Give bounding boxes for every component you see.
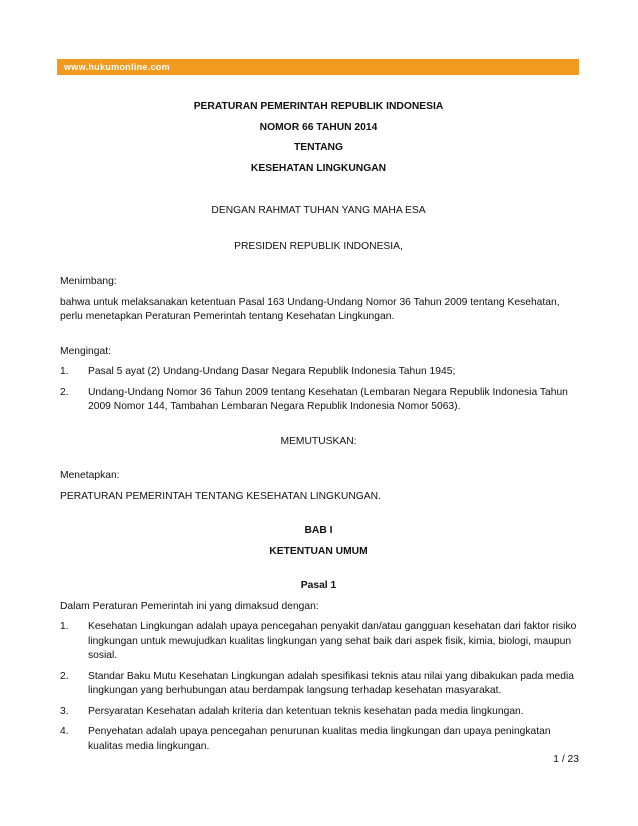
list-item-text: Standar Baku Mutu Kesehatan Lingkungan adalah spesifikasi teknis atau nilai yang dibakukan pada media lingkungan yang berhubungan atau berdampak langsung terhadap kesehatan masyarakat. — [88, 670, 575, 696]
list-item-text: Undang-Undang Nomor 36 Tahun 2009 tentang Kesehatan (Lembaran Negara Republik Indonesia Tahun 2009 Nomor 144, Tambahan Lembaran Negara Republik Indonesia Nomor 5063). — [88, 386, 568, 412]
title-line-2: NOMOR 66 TAHUN 2014 — [259, 121, 378, 133]
site-header-bar — [57, 59, 579, 75]
list-item-text: Pasal 5 ayat (2) Undang-Undang Dasar Negara Republik Indonesia Tahun 1945; — [88, 366, 456, 377]
mengingat-label: Mengingat: — [60, 345, 111, 357]
list-item-number: 1. — [60, 366, 69, 377]
memutuskan-heading: MEMUTUSKAN: — [280, 435, 357, 447]
list-item-text: Persyaratan Kesehatan adalah kriteria dan ketentuan teknis kesehatan pada media lingkungan. — [88, 705, 524, 717]
list-item — [60, 670, 577, 699]
list-item — [60, 365, 577, 380]
list-item — [60, 386, 577, 415]
president-line: PRESIDEN REPUBLIK INDONESIA, — [234, 240, 403, 252]
title-line-1: PERATURAN PEMERINTAH REPUBLIK INDONESIA — [193, 101, 444, 112]
menetapkan-label: Menetapkan: — [60, 470, 120, 481]
list-item — [60, 705, 577, 720]
menimbang-label: Menimbang: — [60, 276, 117, 287]
invocation: DENGAN RAHMAT TUHAN YANG MAHA ESA — [211, 205, 426, 216]
list-item-text: Penyehatan adalah upaya pencegahan penurunan kualitas media lingkungan dan upaya peningkatan kualitas media lingkungan. — [88, 726, 551, 752]
list-item — [60, 620, 577, 664]
site-url[interactable]: www.hukumonline.com — [64, 62, 170, 72]
menimbang-text: bahwa untuk melaksanakan ketentuan Pasal 163 Undang-Undang Nomor 36 Tahun 2009 tentang Kesehatan, perlu menetapkan Peraturan Pemerintah tentang Kesehatan Lingkungan. — [60, 296, 560, 322]
title-line-3: TENTANG — [293, 142, 343, 153]
list-item — [60, 725, 577, 754]
list-item-number: 3. — [60, 705, 69, 717]
list-item-number: 2. — [60, 386, 69, 398]
list-item-number: 2. — [60, 670, 69, 682]
bab-number: BAB I — [304, 525, 333, 536]
page-number: 1 / 23 — [553, 754, 579, 765]
list-item-number: 1. — [60, 621, 69, 632]
menetapkan-text: PERATURAN PEMERINTAH TENTANG KESEHATAN LINGKUNGAN. — [60, 490, 381, 502]
pasal-intro: Dalam Peraturan Pemerintah ini yang dimaksud dengan: — [60, 600, 319, 612]
list-item-number: 4. — [60, 726, 69, 737]
document-page — [60, 100, 577, 754]
pasal-title: Pasal 1 — [300, 580, 337, 591]
list-item-text: Kesehatan Lingkungan adalah upaya pencegahan penyakit dan/atau gangguan kesehatan dari faktor risiko lingkungan untuk mewujudkan kualitas lingkungan yang sehat baik dari aspek fisik, kimia, biologi, maupun sosial. — [88, 621, 577, 661]
title-line-4: KESEHATAN LINGKUNGAN — [250, 162, 387, 174]
bab-title: KETENTUAN UMUM — [269, 545, 368, 557]
